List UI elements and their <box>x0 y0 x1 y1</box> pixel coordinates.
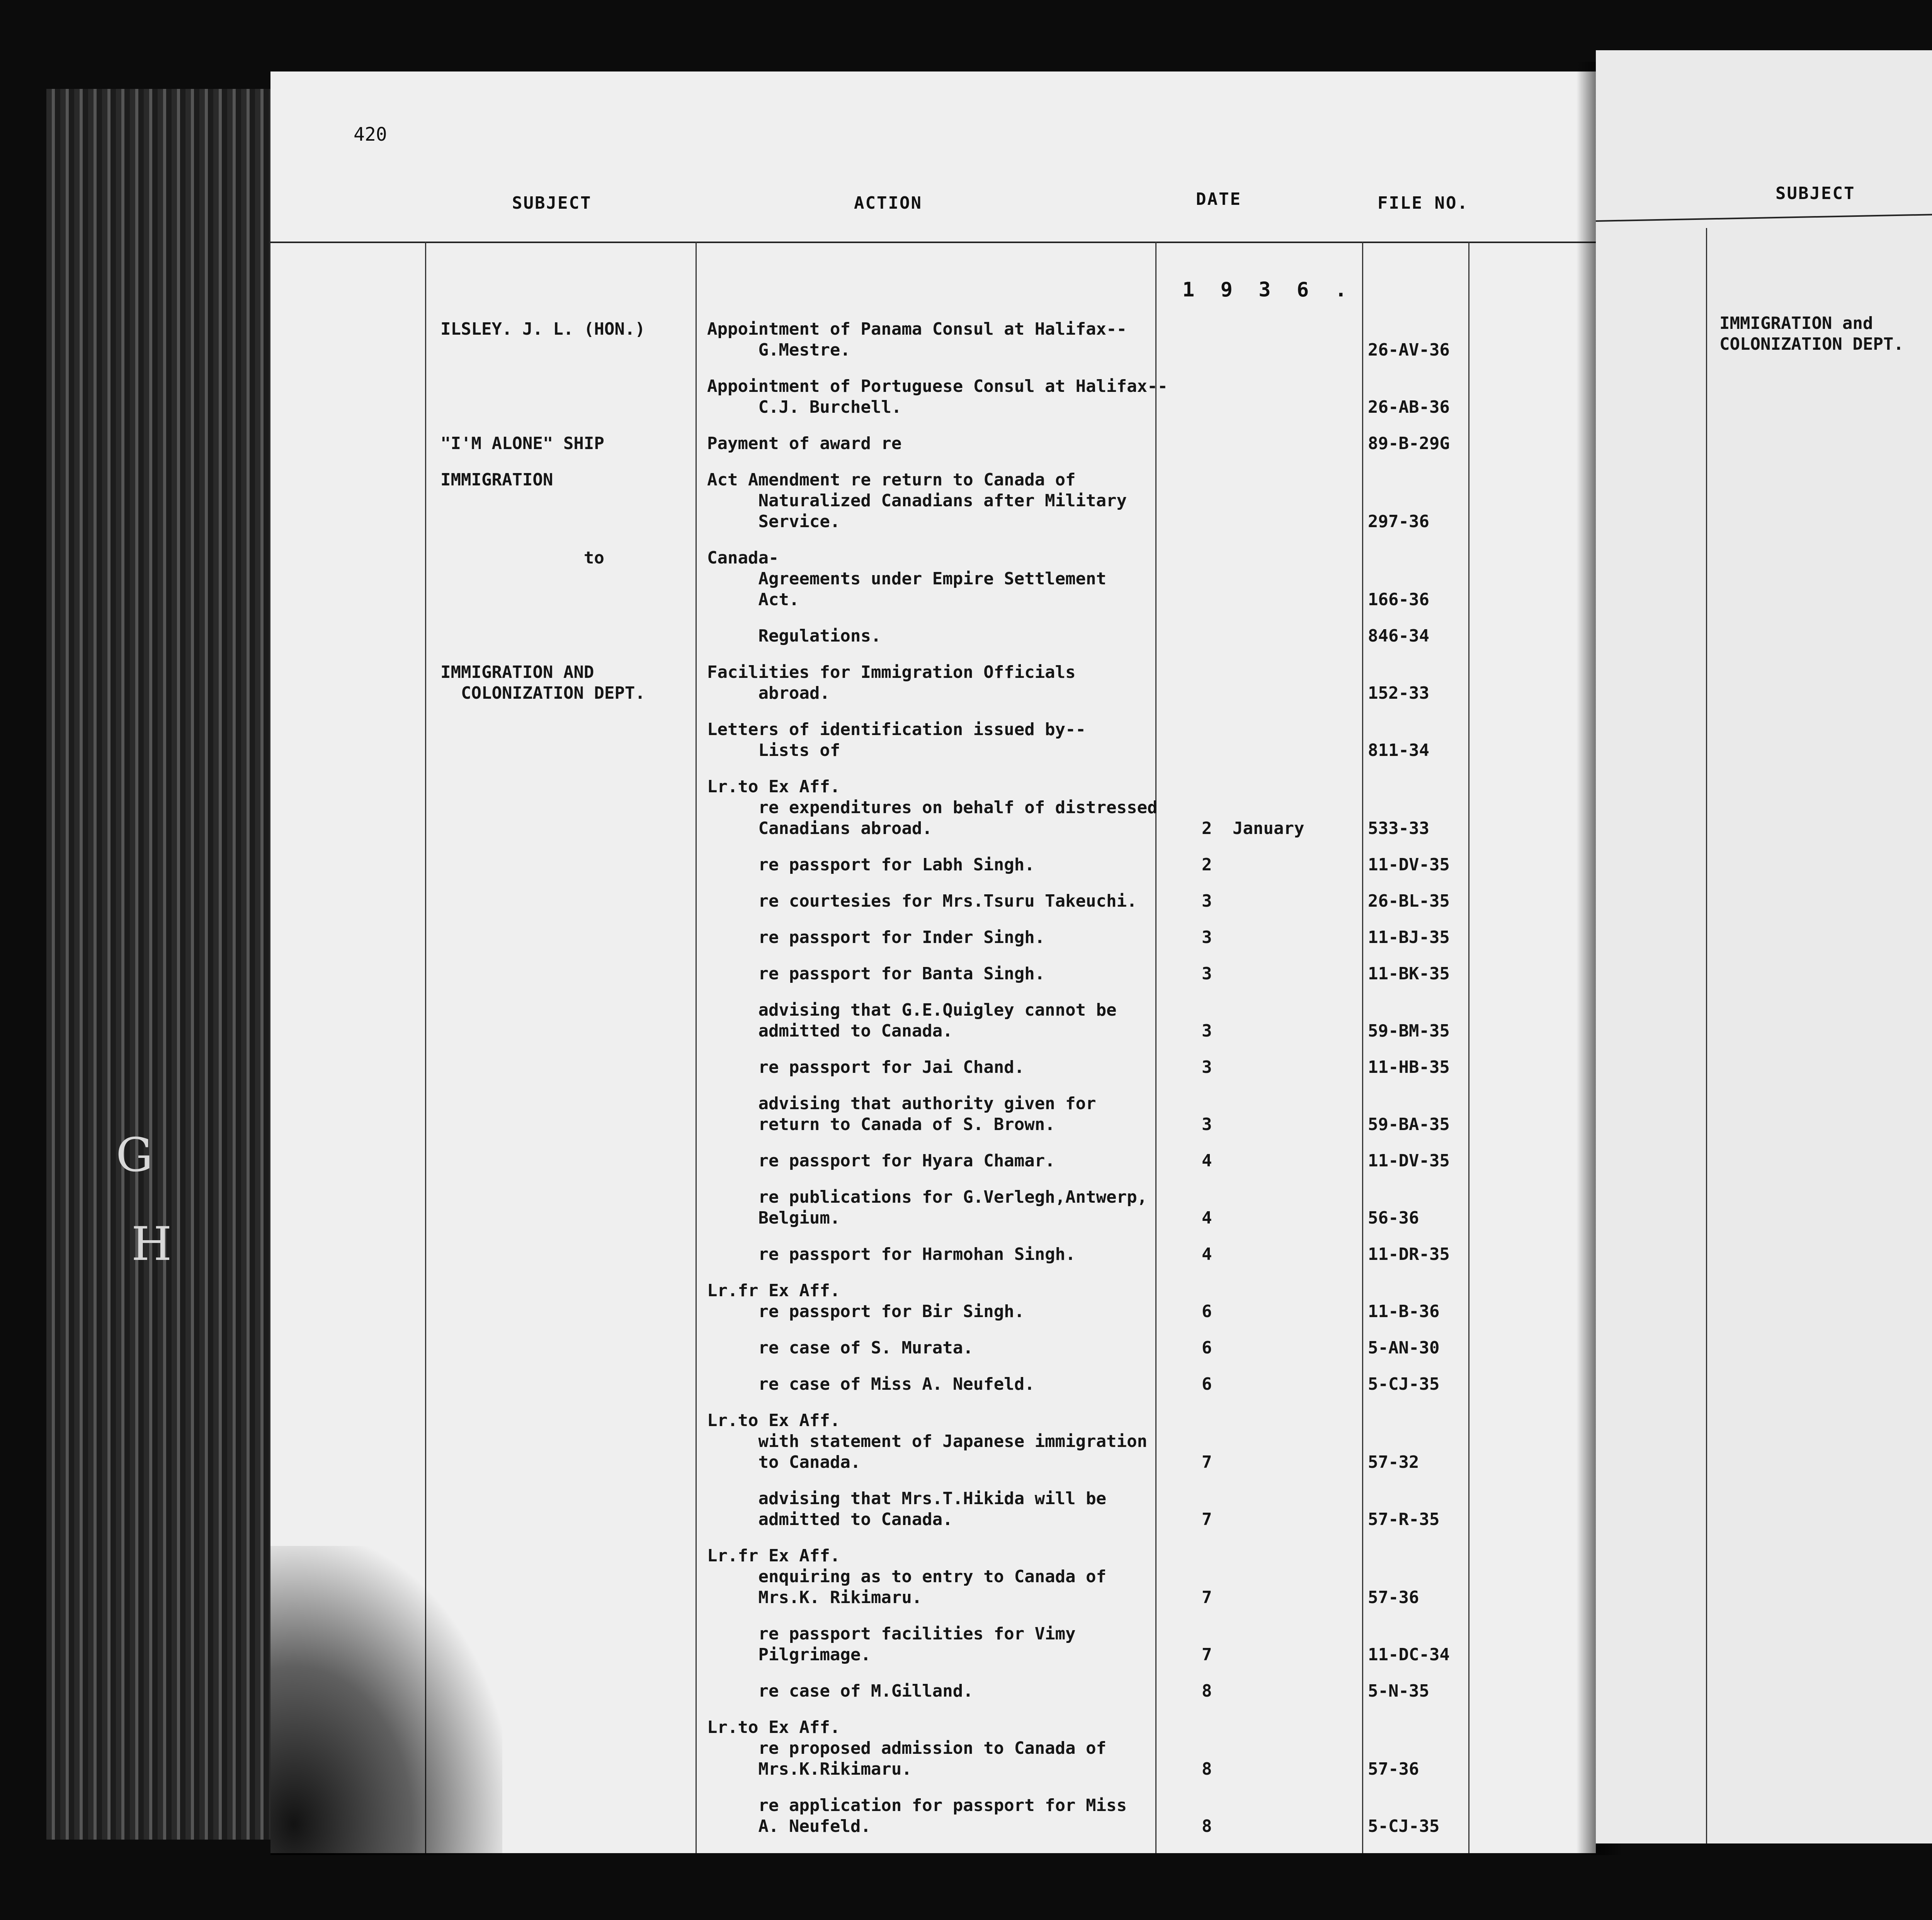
entry-file-no: 57-32 <box>1368 1452 1419 1472</box>
entry-action: re courtesies for Mrs.Tsuru Takeuchi. <box>707 891 1137 911</box>
entry-action: Lr.to Ex Aff. re proposed admission to Canada of Mrs.K.Rikimaru. <box>707 1717 1107 1779</box>
entry-action: Payment of award re <box>707 434 902 453</box>
entry-subject: IMMIGRATION AND COLONIZATION DEPT. <box>440 662 645 703</box>
entry-file-no: 57-R-35 <box>1368 1510 1440 1529</box>
entry-file-no: 11-B-36 <box>1368 1302 1440 1321</box>
entry-subject: IMMIGRATION and COLONIZATION DEPT. <box>1719 313 1904 354</box>
entry-action: re passport for Banta Singh. <box>707 964 1045 984</box>
entry-action: re case of S. Murata. <box>707 1338 973 1358</box>
entry-action: re passport for Inder Singh. <box>707 928 1045 947</box>
photo-shadow <box>270 1546 502 1855</box>
entry-action: re publications for G.Verlegh,Antwerp, Belgium. <box>758 1187 1148 1228</box>
entry-file-no: 11-DV-35 <box>1368 855 1450 875</box>
column-rule <box>1706 228 1707 1843</box>
entry-file-no: 57-36 <box>1368 1588 1419 1607</box>
entry-date-month: January <box>1233 819 1304 838</box>
entry-file-no: 166-36 <box>1368 590 1429 609</box>
entry-file-no: 5-CJ-35 <box>1368 1816 1440 1836</box>
column-rule <box>696 242 697 1853</box>
entry-action: Lr.fr Ex Aff. re passport for Bir Singh. <box>707 1281 1025 1321</box>
entry-date-day: 4 <box>1202 1244 1212 1264</box>
entry-subject: "I'M ALONE" SHIP <box>440 434 604 453</box>
entry-date-day: 8 <box>1202 1816 1212 1836</box>
entry-file-no: 11-HB-35 <box>1368 1057 1450 1077</box>
entry-date-day: 6 <box>1202 1374 1212 1394</box>
entry-file-no: 11-DR-35 <box>1368 1244 1450 1264</box>
entry-action: re passport for Jai Chand. <box>707 1057 1025 1077</box>
entry-date-day: 7 <box>1202 1510 1212 1529</box>
entry-file-no: 152-33 <box>1368 683 1429 703</box>
index-tab-letter-g: G <box>116 1129 153 1182</box>
entry-action: advising that G.E.Quigley cannot be admitted to Canada. <box>758 1000 1117 1041</box>
entry-action: Regulations. <box>707 626 881 646</box>
entry-date-day: 6 <box>1202 1338 1212 1358</box>
entry-file-no: 11-BK-35 <box>1368 964 1450 984</box>
entry-date-day: 3 <box>1202 928 1212 947</box>
entry-file-no: 5-N-35 <box>1368 1681 1429 1701</box>
entry-action: re application for passport for Miss A. Neufeld. <box>758 1796 1127 1836</box>
header-action: ACTION <box>854 193 922 213</box>
header-rule <box>1596 194 1932 222</box>
entry-date-day: 2 <box>1202 855 1212 875</box>
entry-action: advising that Mrs.T.Hikida will be admitted to Canada. <box>758 1489 1107 1529</box>
entry-action: re case of Miss A. Neufeld. <box>707 1374 1035 1394</box>
entry-action: re passport for Labh Singh. <box>707 855 1035 875</box>
column-rule <box>1362 242 1363 1853</box>
entry-action: re passport for Harmohan Singh. <box>707 1244 1076 1264</box>
entry-file-no: 5-CJ-35 <box>1368 1374 1440 1394</box>
entry-action: Appointment of Portuguese Consul at Halifax-- C.J. Burchell. <box>707 376 1168 417</box>
entry-action: Lr.fr Ex Aff. enquiring as to entry to Canada of Mrs.K. Rikimaru. <box>707 1546 1107 1607</box>
entry-file-no: 89-B-29G <box>1368 434 1450 453</box>
entry-file-no: 59-BM-35 <box>1368 1021 1450 1041</box>
entry-action: re passport facilities for Vimy Pilgrimage. <box>758 1624 1076 1665</box>
index-tab-letter-h: H <box>131 1217 172 1271</box>
ledger-page-right <box>1596 50 1932 1843</box>
header-rule <box>270 242 1596 243</box>
entry-date-day: 8 <box>1202 1681 1212 1701</box>
entry-action: Lr.to Ex Aff. re expenditures on behalf of distressed Canadians abroad. <box>707 777 1158 838</box>
header-subject: SUBJECT <box>512 193 592 213</box>
header-subject: SUBJECT <box>1776 184 1855 203</box>
entry-subject: to <box>440 548 604 568</box>
entry-subject: ILSLEY. J. L. (HON.) <box>440 319 645 339</box>
entry-date-day: 2 <box>1202 819 1212 838</box>
entry-file-no: 846-34 <box>1368 626 1429 646</box>
entry-action: re passport for Hyara Chamar. <box>707 1151 1055 1171</box>
entry-action: Letters of identification issued by-- Lists of <box>707 720 1086 760</box>
entry-action: Act Amendment re return to Canada of Naturalized Canadians after Military Service. <box>707 470 1127 531</box>
entry-file-no: 5-AN-30 <box>1368 1338 1440 1358</box>
entry-file-no: 533-33 <box>1368 819 1429 838</box>
entry-date-day: 3 <box>1202 1021 1212 1041</box>
entry-action: advising that authority given for return to Canada of S. Brown. <box>758 1094 1096 1134</box>
entry-date-day: 7 <box>1202 1645 1212 1665</box>
entry-file-no: 811-34 <box>1368 740 1429 760</box>
entry-file-no: 57-36 <box>1368 1759 1419 1779</box>
entry-date-day: 3 <box>1202 1115 1212 1134</box>
entry-date-day: 7 <box>1202 1588 1212 1607</box>
year-heading: 1 9 3 6 . <box>1182 278 1354 301</box>
entry-action: Canada- Agreements under Empire Settlement Act. <box>707 548 1107 609</box>
entry-file-no: 11-DV-35 <box>1368 1151 1450 1171</box>
page-number: 420 <box>354 124 387 145</box>
entry-date-day: 4 <box>1202 1151 1212 1171</box>
entry-action: re case of M.Gilland. <box>707 1681 973 1701</box>
entry-file-no: 297-36 <box>1368 512 1429 531</box>
entry-file-no: 26-BL-35 <box>1368 891 1450 911</box>
entry-file-no: 11-BJ-35 <box>1368 928 1450 947</box>
entry-subject: IMMIGRATION <box>440 470 553 490</box>
entry-date-day: 7 <box>1202 1452 1212 1472</box>
ledger-page-edges <box>46 89 270 1840</box>
entry-file-no: 56-36 <box>1368 1208 1419 1228</box>
entry-file-no: 26-AV-36 <box>1368 340 1450 360</box>
entry-date-day: 3 <box>1202 964 1212 984</box>
entry-action: Facilities for Immigration Officials abroad. <box>707 662 1076 703</box>
header-date: DATE <box>1196 189 1242 209</box>
entry-file-no: 59-BA-35 <box>1368 1115 1450 1134</box>
column-rule <box>1155 242 1156 1853</box>
entry-date-day: 4 <box>1202 1208 1212 1228</box>
entry-date-day: 3 <box>1202 1057 1212 1077</box>
column-rule <box>1468 242 1469 1853</box>
entry-action: Appointment of Panama Consul at Halifax-- G.Mestre. <box>707 319 1127 360</box>
entry-file-no: 26-AB-36 <box>1368 397 1450 417</box>
header-file-no: FILE NO. <box>1378 193 1469 213</box>
entry-date-day: 8 <box>1202 1759 1212 1779</box>
entry-action: Lr.to Ex Aff. with statement of Japanese immigration to Canada. <box>707 1411 1148 1472</box>
entry-file-no: 11-DC-34 <box>1368 1645 1450 1665</box>
entry-date-day: 6 <box>1202 1302 1212 1321</box>
entry-date-day: 3 <box>1202 891 1212 911</box>
